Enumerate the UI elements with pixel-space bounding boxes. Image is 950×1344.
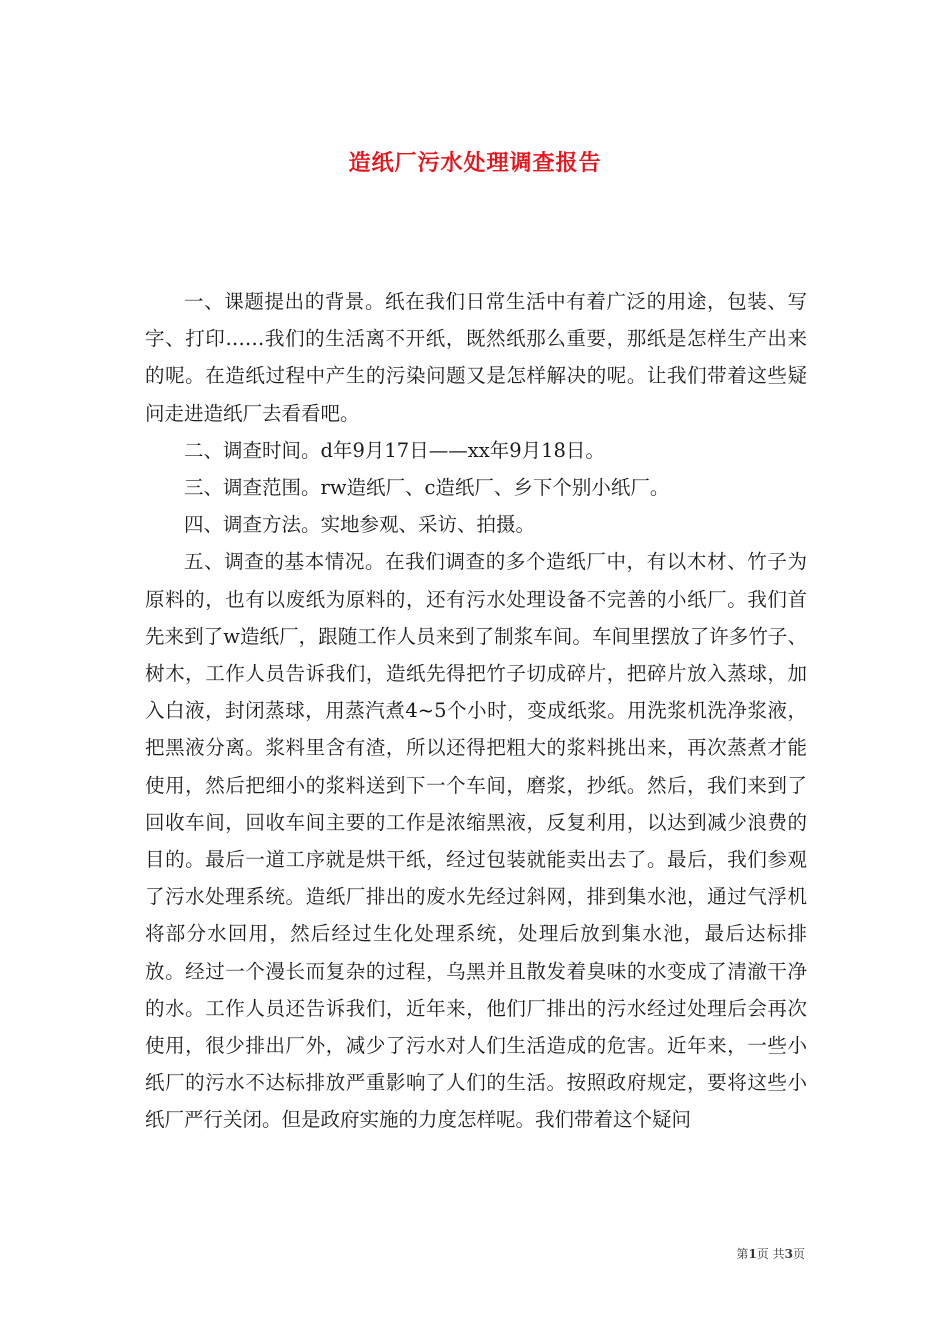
footer-middle: 页 共 xyxy=(756,1247,785,1261)
paragraph-background: 一、课题提出的背景。纸在我们日常生活中有着广泛的用途，包装、写字、打印……我们的生活离不开纸，既然纸那么重要，那纸是怎样生产出来的呢。在造纸过程中产生的污染问题又是怎样解决的呢。让我们带着这些疑问走进造纸厂去看看吧。 xyxy=(145,290,807,425)
footer-suffix: 页 xyxy=(792,1247,805,1261)
total-pages-number: 3 xyxy=(784,1247,793,1261)
document-body xyxy=(145,283,807,1139)
page-number-footer xyxy=(736,1246,805,1262)
page-title: 造纸厂污水处理调查报告 xyxy=(348,149,602,176)
current-page-number: 1 xyxy=(748,1247,757,1261)
paragraph-method: 四、调查方法。实地参观、采访、拍摄。 xyxy=(184,513,536,537)
paragraph-scope: 三、调查范围。rw造纸厂、c造纸厂、乡下个别小纸厂。 xyxy=(184,476,670,500)
paragraph-basic-situation: 五、调查的基本情况。在我们调查的多个造纸厂中，有以木材、竹子为原料的，也有以废纸为原料的，还有污水处理设备不完善的小纸厂。我们首先来到了w造纸厂，跟随工作人员来到了制浆车间。车间里摆放了许多竹子、树木，工作人员告诉我们，造纸先得把竹子切成碎片，把碎片放入蒸球，加入白液，封闭蒸球，用蒸汽煮4~5个小时，变成纸浆。用洗浆机洗净浆液，把黑液分离。浆料里含有渣，所以还得把粗大的浆料挑出来，再次蒸煮才能使用，然后把细小的浆料送到下一个车间，磨浆，抄纸。然后，我们来到了回收车间，回收车间主要的工作是浓缩黑液，反复利用，以达到减少浪费的目的。最后一道工序就是烘干纸，经过包装就能卖出去了。最后，我们参观了污水处理系统。造纸厂排出的废水先经过斜网，排到集水池，通过气浮机将部分水回用，然后经过生化处理系统，处理后放到集水池，最后达标排放。经过一个漫长而复杂的过程，乌黑并且散发着臭味的水变成了清澈干净的水。工作人员还告诉我们，近年来，他们厂排出的污水经过处理后会再次使用，很少排出厂外，减少了污水对人们生活造成的危害。近年来，一些小纸厂的污水不达标排放严重影响了人们的生活。按照政府规定，要将这些小纸厂严行关闭。但是政府实施的力度怎样呢。我们带着这个疑问 xyxy=(145,550,807,1132)
footer-prefix: 第 xyxy=(736,1247,749,1261)
paragraph-time: 二、调查时间。d年9月17日——xx年9月18日。 xyxy=(184,438,605,462)
